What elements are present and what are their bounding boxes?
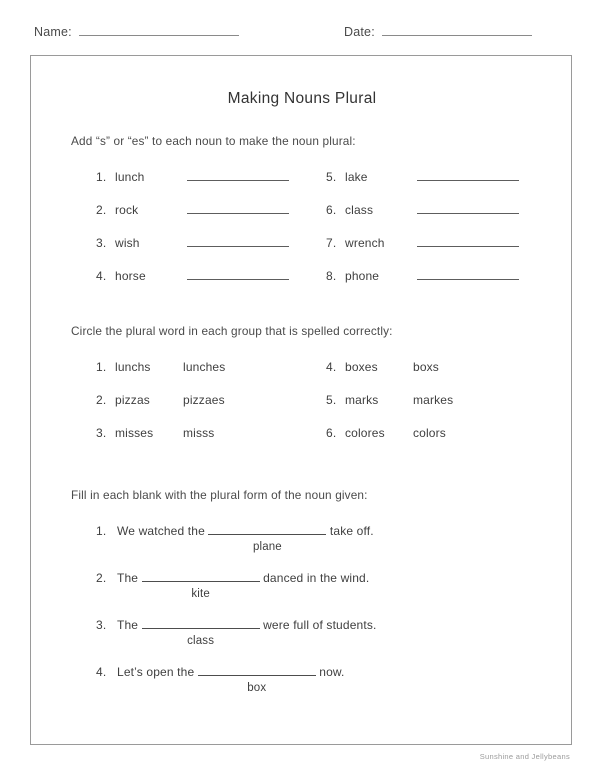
noun-word: wrench	[345, 236, 385, 250]
answer-write-line[interactable]	[187, 203, 289, 214]
worksheet-box	[30, 55, 572, 745]
date-field[interactable]	[344, 24, 532, 39]
section-2-right-column	[326, 360, 453, 459]
item-number: 1.	[96, 524, 107, 538]
item-number: 8.	[326, 269, 337, 283]
sentence-after-blank: were full of students.	[259, 618, 377, 632]
section-1-right-column	[326, 170, 519, 302]
section-3-items	[96, 524, 573, 712]
noun-word: lunch	[115, 170, 145, 184]
item-number: 4.	[326, 360, 337, 374]
table-row[interactable]	[326, 269, 519, 302]
item-number: 4.	[96, 665, 107, 679]
blank-write-line[interactable]	[208, 524, 326, 553]
section-1-instruction: Add “s” or “es” to each noun to make the noun plural:	[71, 134, 356, 148]
item-number: 6.	[326, 426, 337, 440]
choice-option[interactable]: lunchs	[115, 360, 151, 374]
section-3-instruction: Fill in each blank with the plural form of the noun given:	[71, 488, 368, 502]
noun-word: wish	[115, 236, 140, 250]
item-number: 4.	[96, 269, 107, 283]
footer-credit: Sunshine and Jellybeans	[479, 752, 570, 761]
choice-option[interactable]: misses	[115, 426, 154, 440]
choice-option[interactable]: markes	[413, 393, 454, 407]
list-item[interactable]	[96, 618, 573, 665]
section-2-left-column	[96, 360, 225, 459]
table-row[interactable]	[96, 360, 225, 393]
noun-word: rock	[115, 203, 139, 217]
choice-option[interactable]: lunches	[183, 360, 226, 374]
item-number: 2.	[96, 571, 107, 585]
table-row[interactable]	[326, 236, 519, 269]
answer-write-line[interactable]	[187, 269, 289, 280]
table-row[interactable]	[96, 203, 289, 236]
choice-option[interactable]: pizzas	[115, 393, 150, 407]
sentence-after-blank: danced in the wind.	[259, 571, 370, 585]
table-row[interactable]	[326, 360, 453, 393]
choice-option[interactable]: misss	[183, 426, 215, 440]
section-write-plural	[31, 134, 573, 283]
section-1-left-column	[96, 170, 289, 302]
blank-write-line[interactable]	[142, 618, 260, 647]
table-row[interactable]	[96, 269, 289, 302]
choice-option[interactable]: boxes	[345, 360, 378, 374]
choice-option[interactable]: boxs	[413, 360, 439, 374]
table-row[interactable]	[96, 393, 225, 426]
item-number: 7.	[326, 236, 337, 250]
choice-option[interactable]: colores	[345, 426, 385, 440]
sentence-after-blank: take off.	[326, 524, 374, 538]
answer-write-line[interactable]	[417, 269, 519, 280]
item-number: 2.	[96, 393, 107, 407]
answer-write-line[interactable]	[417, 170, 519, 181]
page-title: Making Nouns Plural	[227, 90, 377, 107]
list-item[interactable]	[96, 571, 573, 618]
list-item[interactable]	[96, 665, 573, 712]
item-number: 5.	[326, 393, 337, 407]
sentence-before-blank: We watched the	[117, 524, 209, 538]
sentence-before-blank: Let’s open the	[117, 665, 198, 679]
hint-word: box	[247, 682, 267, 694]
section-circle-correct	[31, 324, 573, 440]
section-fill-in-blank	[31, 488, 573, 712]
table-row[interactable]	[96, 170, 289, 203]
date-write-line[interactable]	[382, 24, 532, 36]
hint-word: class	[187, 635, 215, 647]
hint-word: plane	[252, 541, 282, 553]
item-number: 5.	[326, 170, 337, 184]
answer-write-line[interactable]	[417, 203, 519, 214]
name-field[interactable]	[34, 24, 239, 39]
name-write-line[interactable]	[79, 24, 239, 36]
sentence-before-blank: The	[117, 571, 142, 585]
hint-word: kite	[191, 588, 210, 600]
table-row[interactable]	[326, 170, 519, 203]
name-label: Name:	[34, 25, 72, 39]
answer-write-line[interactable]	[187, 170, 289, 181]
answer-write-line[interactable]	[417, 236, 519, 247]
item-number: 1.	[96, 360, 107, 374]
item-number: 2.	[96, 203, 107, 217]
item-number: 3.	[96, 618, 107, 632]
table-row[interactable]	[326, 203, 519, 236]
noun-word: class	[345, 203, 374, 217]
noun-word: lake	[345, 170, 368, 184]
table-row[interactable]	[96, 426, 225, 459]
item-number: 6.	[326, 203, 337, 217]
noun-word: horse	[115, 269, 146, 283]
table-row[interactable]	[326, 393, 453, 426]
sentence-before-blank: The	[117, 618, 142, 632]
item-number: 1.	[96, 170, 107, 184]
choice-option[interactable]: colors	[413, 426, 446, 440]
choice-option[interactable]: pizzaes	[183, 393, 225, 407]
item-number: 3.	[96, 426, 107, 440]
section-2-instruction: Circle the plural word in each group that is spelled correctly:	[71, 324, 393, 338]
date-label: Date:	[344, 25, 375, 39]
blank-write-line[interactable]	[198, 665, 316, 694]
table-row[interactable]	[326, 426, 453, 459]
worksheet-header	[0, 24, 600, 48]
sentence-after-blank: now.	[315, 665, 345, 679]
answer-write-line[interactable]	[187, 236, 289, 247]
choice-option[interactable]: marks	[345, 393, 379, 407]
noun-word: phone	[345, 269, 380, 283]
list-item[interactable]	[96, 524, 573, 571]
blank-write-line[interactable]	[142, 571, 260, 600]
table-row[interactable]	[96, 236, 289, 269]
item-number: 3.	[96, 236, 107, 250]
